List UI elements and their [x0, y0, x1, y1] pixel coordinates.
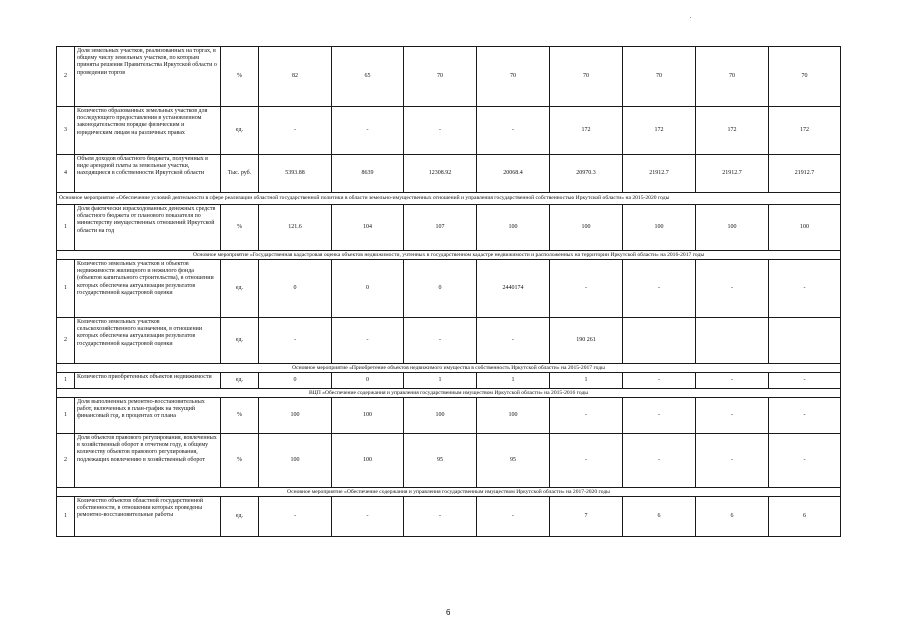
value-cell: 100	[404, 398, 477, 434]
value-cell: 104	[332, 205, 404, 251]
section-title: Основное мероприятие «Приобретение объектов недвижимого имущества в собственность Иркутской области» на 2015-2017 годы	[57, 364, 841, 373]
value-cell: 107	[404, 205, 477, 251]
value-cell: 5393.88	[259, 155, 332, 193]
value-cell: -	[550, 434, 623, 488]
indicator-row	[57, 373, 841, 389]
value-cell: -	[259, 497, 332, 537]
section-header-row	[57, 251, 841, 260]
section-title: Основное мероприятие «Обеспечение условий деятельности в сфере реализации областной государственной политики в области земельно-имущественных отношений и управления государственной собственностью Иркутской области» на 2015-2020 годы	[57, 193, 841, 205]
value-cell: -	[769, 373, 841, 389]
value-cell	[696, 318, 769, 364]
unit-cell: ед.	[221, 107, 259, 155]
value-cell: -	[332, 107, 404, 155]
unit-cell: ед.	[221, 318, 259, 364]
indicator-row	[57, 260, 841, 318]
value-cell: -	[623, 373, 696, 389]
value-cell: -	[696, 398, 769, 434]
indicator-row	[57, 205, 841, 251]
value-cell: 1	[550, 373, 623, 389]
value-cell: 100	[259, 398, 332, 434]
value-cell: 8639	[332, 155, 404, 193]
value-cell: 12308.92	[404, 155, 477, 193]
value-cell: 100	[332, 434, 404, 488]
unit-cell: Тыс. руб.	[221, 155, 259, 193]
value-cell: 100	[550, 205, 623, 251]
indicator-name: Доля объектов правового регулирования, вовлеченных в хозяйственный оборот в отчетном году, к общему количеству объектов правового регулирования, подлежащих вовлечению в хозяйственный оборот	[75, 434, 221, 488]
value-cell: -	[477, 497, 550, 537]
value-cell: 1	[477, 373, 550, 389]
indicator-name: Объем доходов областного бюджета, полученных в виде арендной платы за земельные участки, находящиеся в собственности Иркутской области	[75, 155, 221, 193]
indicator-name: Доля выполненных ремонтно-восстановительных работ, включенных в план-график на текущий финансовый год, в процентах от плана	[75, 398, 221, 434]
value-cell: 100	[769, 205, 841, 251]
section-header-row	[57, 193, 841, 205]
value-cell: 70	[769, 47, 841, 107]
value-cell: -	[623, 434, 696, 488]
value-cell: 121.6	[259, 205, 332, 251]
value-cell	[769, 318, 841, 364]
section-title: Основное мероприятие «Обеспечение содержания и управления государственным имуществом Иркутской области» на 2017-2020 годы	[57, 488, 841, 497]
value-cell: 0	[259, 373, 332, 389]
row-number: 2	[57, 318, 75, 364]
indicator-row	[57, 47, 841, 107]
value-cell: 20970.3	[550, 155, 623, 193]
value-cell: -	[550, 260, 623, 318]
value-cell: -	[623, 260, 696, 318]
value-cell: -	[696, 434, 769, 488]
value-cell: 0	[404, 260, 477, 318]
value-cell: 172	[769, 107, 841, 155]
value-cell: -	[477, 107, 550, 155]
value-cell: 100	[332, 398, 404, 434]
indicator-name: Количество объектов областной государственной собственности, в отношении которых проведены ремонтно-восстановительные работы	[75, 497, 221, 537]
value-cell: 21912.7	[769, 155, 841, 193]
value-cell: 7	[550, 497, 623, 537]
value-cell: 0	[332, 260, 404, 318]
indicator-row	[57, 434, 841, 488]
value-cell: -	[477, 318, 550, 364]
value-cell: -	[404, 318, 477, 364]
section-header-row	[57, 364, 841, 373]
unit-cell: ед.	[221, 260, 259, 318]
row-number: 3	[57, 107, 75, 155]
value-cell: 70	[550, 47, 623, 107]
value-cell: 70	[477, 47, 550, 107]
section-header-row	[57, 389, 841, 398]
value-cell: 190 261	[550, 318, 623, 364]
page-number: 6	[446, 608, 451, 617]
value-cell: 6	[769, 497, 841, 537]
value-cell: 21912.7	[623, 155, 696, 193]
value-cell	[623, 318, 696, 364]
indicator-name: Количество образованных земельных участков для последующего предоставления в установленном законодательством порядке физическим и юридическим лицам на различных правах	[75, 107, 221, 155]
indicator-row	[57, 318, 841, 364]
value-cell: 65	[332, 47, 404, 107]
value-cell: 100	[477, 398, 550, 434]
indicator-name: Доля фактически израсходованных денежных средств областного бюджета от планового показателя по министерству имущественных отношений Иркутской области на год	[75, 205, 221, 251]
value-cell: -	[259, 107, 332, 155]
unit-cell: %	[221, 434, 259, 488]
value-cell: -	[404, 497, 477, 537]
value-cell: 6	[696, 497, 769, 537]
section-title: ВЦП «Обеспечение содержания и управления государственным имуществом Иркутской области» на 2015-2016 годы	[57, 389, 841, 398]
scan-speck	[690, 17, 691, 18]
unit-cell: %	[221, 398, 259, 434]
value-cell: -	[623, 398, 696, 434]
value-cell: -	[550, 398, 623, 434]
value-cell: 2440174	[477, 260, 550, 318]
unit-cell: %	[221, 205, 259, 251]
indicator-row	[57, 155, 841, 193]
value-cell: 0	[332, 373, 404, 389]
value-cell: 82	[259, 47, 332, 107]
indicator-row	[57, 107, 841, 155]
value-cell: 172	[550, 107, 623, 155]
indicator-row	[57, 497, 841, 537]
value-cell: -	[332, 318, 404, 364]
unit-cell: ед.	[221, 373, 259, 389]
section-title: Основное мероприятие «Государственная кадастровая оценка объектов недвижимости, учтенных в государственном кадастре недвижимости и расположенных на территории Иркутской области» на 2016-2017 годы	[57, 251, 841, 260]
value-cell: 70	[404, 47, 477, 107]
value-cell: -	[769, 434, 841, 488]
value-cell: -	[696, 373, 769, 389]
value-cell: 1	[404, 373, 477, 389]
indicator-row	[57, 398, 841, 434]
value-cell: -	[259, 318, 332, 364]
value-cell: -	[769, 260, 841, 318]
unit-cell: ед.	[221, 497, 259, 537]
value-cell: 100	[623, 205, 696, 251]
indicator-name: Количество земельных участков и объектов недвижимости жилищного и нежилого фонда (объектов капитального строительства), в отношении которых обеспечена актуализация результатов государственной кадастровой оценки	[75, 260, 221, 318]
value-cell: 6	[623, 497, 696, 537]
value-cell: -	[769, 398, 841, 434]
value-cell: 20068.4	[477, 155, 550, 193]
value-cell: -	[696, 260, 769, 318]
row-number: 1	[57, 373, 75, 389]
row-number: 1	[57, 260, 75, 318]
value-cell: 172	[623, 107, 696, 155]
indicator-name: Количество приобретенных объектов недвижимости	[75, 373, 221, 389]
indicators-table	[56, 46, 841, 537]
row-number: 2	[57, 434, 75, 488]
value-cell: 95	[477, 434, 550, 488]
value-cell: 0	[259, 260, 332, 318]
value-cell: 100	[477, 205, 550, 251]
value-cell: -	[404, 107, 477, 155]
value-cell: 100	[259, 434, 332, 488]
unit-cell: %	[221, 47, 259, 107]
indicator-name: Количество земельных участков сельскохозяйственного назначения, в отношении которых обеспечена актуализация результатов государственной кадастровой оценки	[75, 318, 221, 364]
value-cell: 21912.7	[696, 155, 769, 193]
row-number: 1	[57, 398, 75, 434]
value-cell: 100	[696, 205, 769, 251]
value-cell: -	[332, 497, 404, 537]
row-number: 1	[57, 497, 75, 537]
row-number: 4	[57, 155, 75, 193]
table-body	[57, 47, 841, 537]
value-cell: 172	[696, 107, 769, 155]
indicator-name: Доля земельных участков, реализованных на торгах, в общему числу земельных участков, по которым приняты решения Правительства Иркутской области о проведении торгов	[75, 47, 221, 107]
row-number: 1	[57, 205, 75, 251]
value-cell: 70	[696, 47, 769, 107]
value-cell: 70	[623, 47, 696, 107]
value-cell: 95	[404, 434, 477, 488]
section-header-row	[57, 488, 841, 497]
row-number: 2	[57, 47, 75, 107]
